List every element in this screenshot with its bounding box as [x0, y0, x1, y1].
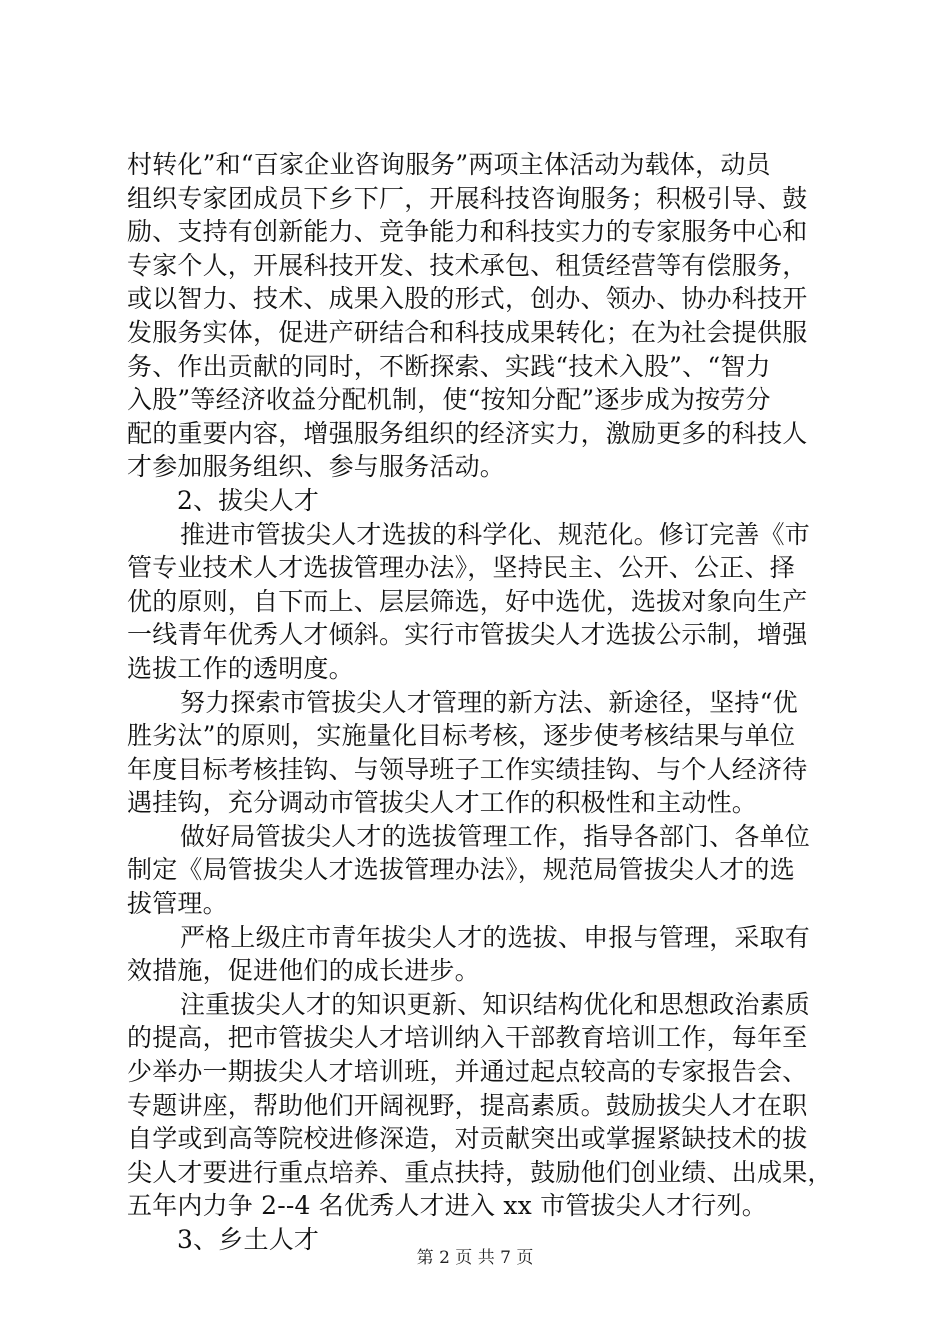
text-line: 励、支持有创新能力、竞争能力和科技实力的专家服务中心和	[127, 217, 808, 247]
text-line: 专家个人，开展科技开发、技术承包、租赁经营等有偿服务，	[127, 250, 808, 280]
paragraph-first-line: 做好局管拔尖人才的选拔管理工作，指导各部门、各单位	[180, 821, 811, 851]
text-line: 村转化”和“百家企业咨询服务”两项主体活动为载体，动员	[127, 150, 771, 179]
paragraph-first-line: 注重拔尖人才的知识更新、知识结构优化和思想政治素质	[180, 989, 811, 1019]
paragraph-first-line: 严格上级庄市青年拔尖人才的选拔、申报与管理，采取有	[180, 922, 811, 952]
text-line: 优的原则，自下而上、层层筛选，好中选优，选拔对象向生产	[127, 586, 808, 616]
text-line: 胜劣汰”的原则，实施量化目标考核，逐步使考核结果与单位	[127, 721, 796, 751]
text-line: 组织专家团成员下乡下厂，开展科技咨询服务；积极引导、鼓	[127, 183, 808, 213]
page-footer: 第 2 页 共 7 页	[416, 1248, 534, 1268]
text-line: 制定《局管拔尖人才选拔管理办法》，规范局管拔尖人才的选	[127, 855, 795, 885]
text-line: 一线青年优秀人才倾斜。实行市管拔尖人才选拔公示制，增强	[127, 620, 808, 650]
section-heading: 3、乡土人才	[177, 1225, 320, 1254]
text-line: 选拔工作的透明度。	[127, 653, 354, 683]
text-line: 或以智力、技术、成果入股的形式，创办、领办、协办科技开	[127, 284, 808, 314]
paragraph-first-line: 努力探索市管拔尖人才管理的新方法、新途径，坚持“优	[180, 687, 798, 717]
text-line: 自学或到高等院校进修深造，对贡献突出或掌握紧缺技术的拔	[127, 1124, 808, 1154]
text-line: 少举办一期拔尖人才培训班，并通过起点较高的专家报告会、	[127, 1057, 808, 1087]
text-line: 务、作出贡献的同时，不断探索、实践“技术入股”、“智力	[127, 351, 771, 381]
text-line: 尖人才要进行重点培养、重点扶持，鼓励他们创业绩、出成果，	[127, 1157, 833, 1187]
text-line: 入股”等经济收益分配机制，使“按知分配”逐步成为按劳分	[127, 385, 771, 415]
text-line: 的提高，把市管拔尖人才培训纳入干部教育培训工作，每年至	[127, 1023, 808, 1053]
text-line: 五年内力争 2--4 名优秀人才进入 xx 市管拔尖人才行列。	[127, 1191, 767, 1221]
text-line: 年度目标考核挂钩、与领导班子工作实绩挂钩、与个人经济待	[127, 754, 808, 784]
text-line: 管专业技术人才选拔管理办法》，坚持民主、公开、公正、择	[127, 553, 795, 583]
text-line: 拔管理。	[127, 889, 228, 919]
document-body	[127, 148, 833, 1257]
paragraph-first-line: 推进市管拔尖人才选拔的科学化、规范化。修订完善《市	[180, 519, 811, 549]
text-line: 效措施，促进他们的成长进步。	[127, 956, 480, 986]
text-line: 专题讲座，帮助他们开阔视野，提高素质。鼓励拔尖人才在职	[127, 1090, 808, 1120]
text-line: 配的重要内容，增强服务组织的经济实力，激励更多的科技人	[127, 418, 808, 448]
text-line: 才参加服务组织、参与服务活动。	[127, 452, 506, 482]
section-heading: 2、拔尖人才	[177, 485, 320, 515]
text-line: 遇挂钩，充分调动市管拔尖人才工作的积极性和主动性。	[127, 788, 758, 818]
text-line: 发服务实体，促进产研结合和科技成果转化；在为社会提供服	[127, 317, 808, 347]
